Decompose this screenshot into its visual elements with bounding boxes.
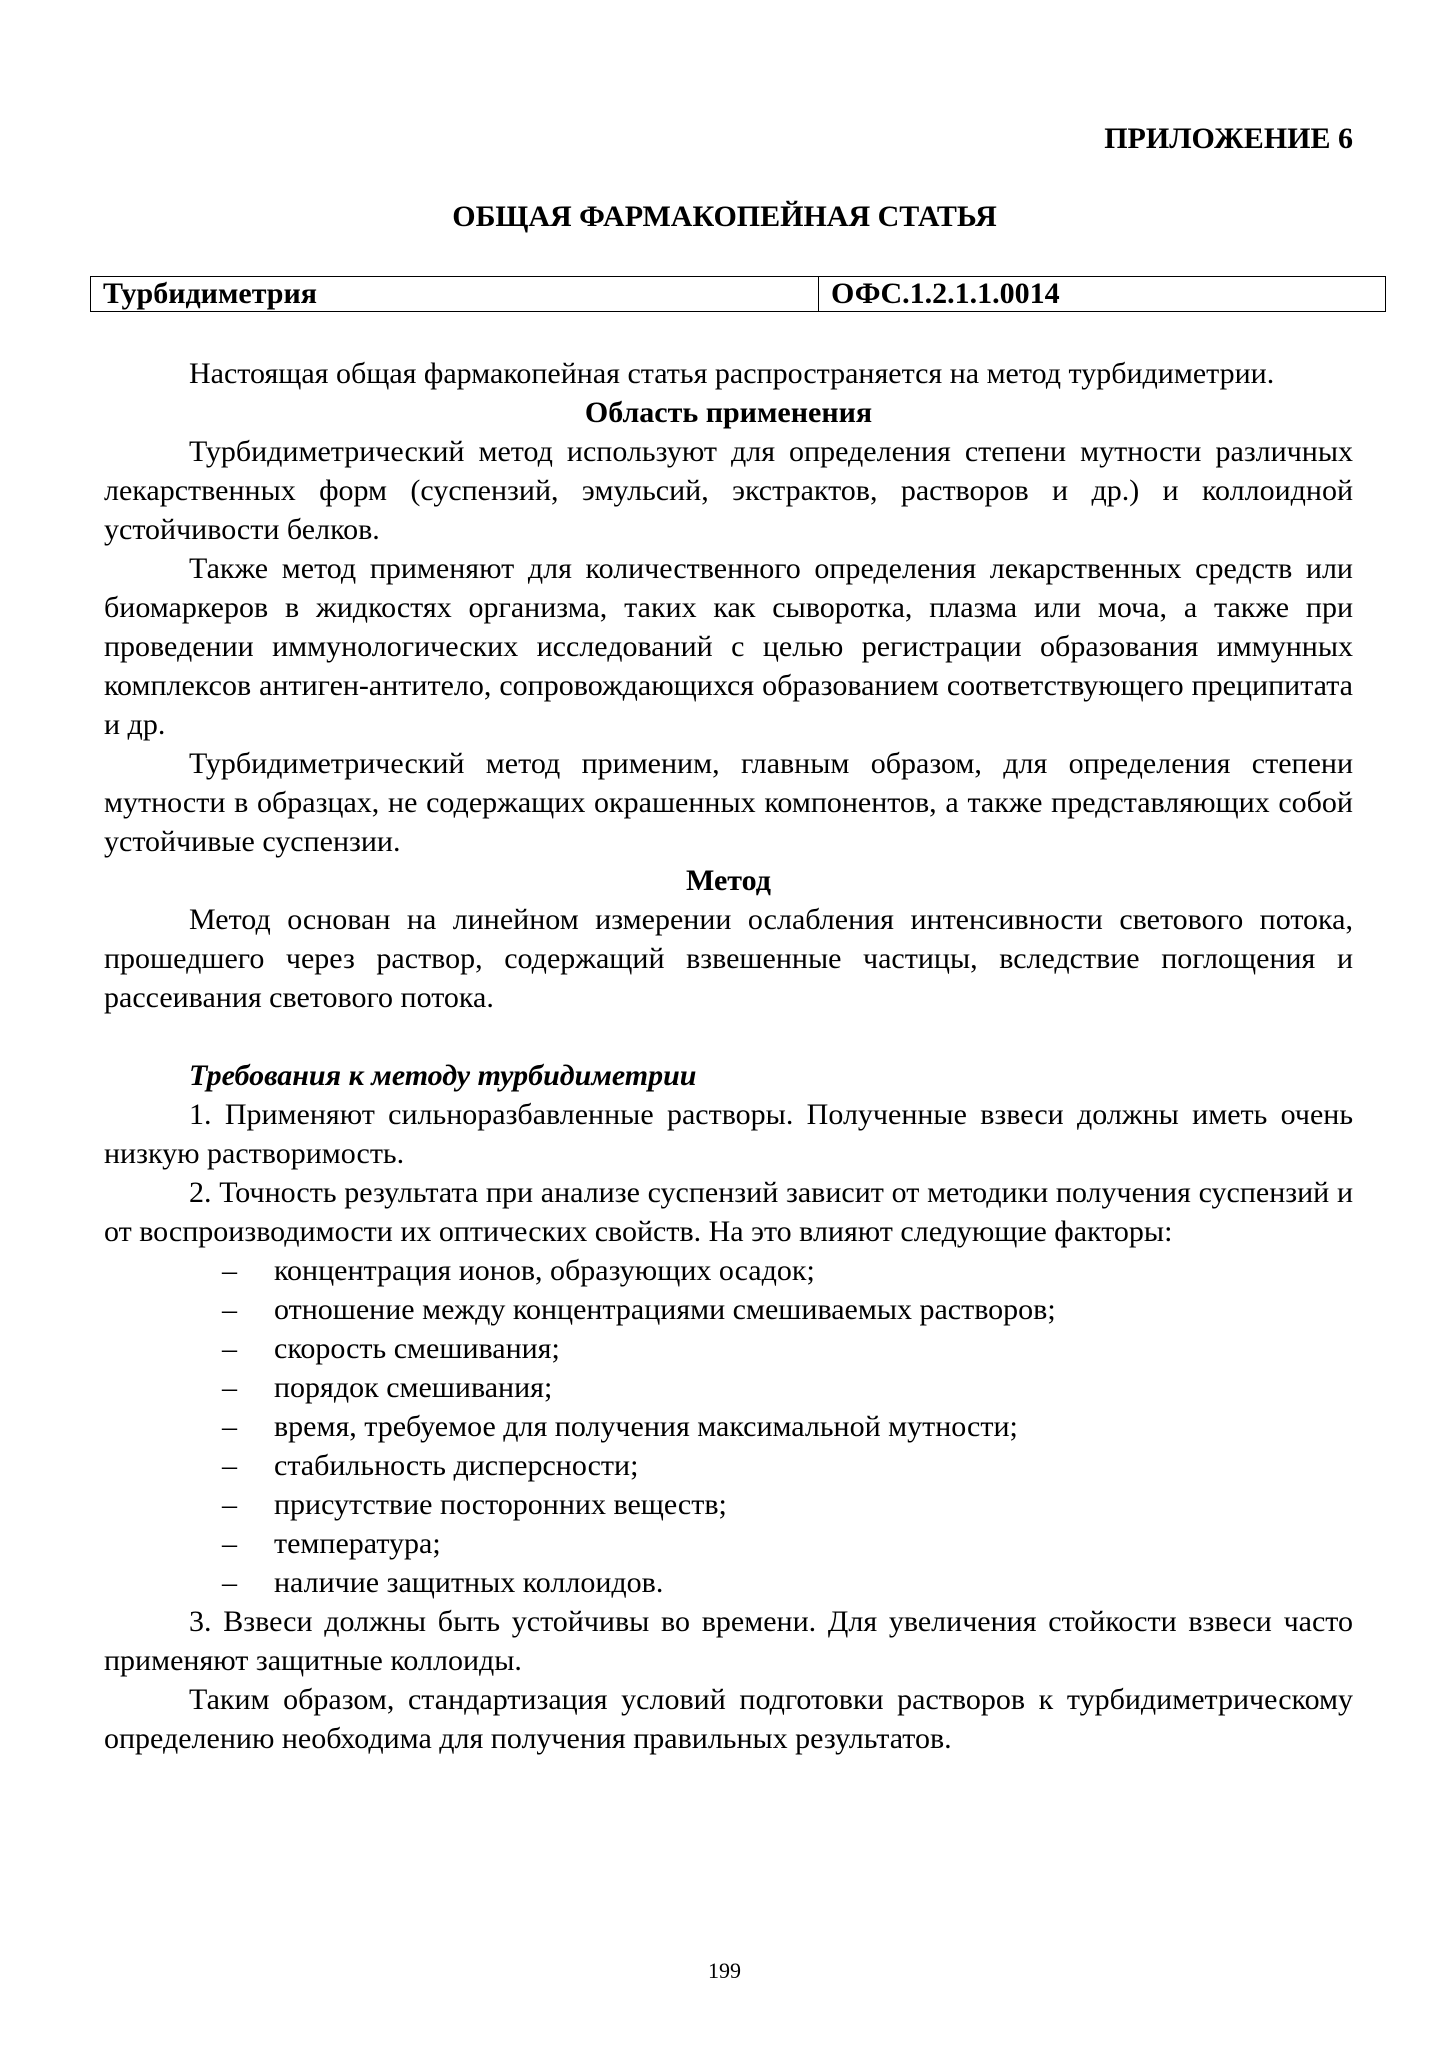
list-item bbox=[104, 1524, 1353, 1563]
dash-bullet: – bbox=[222, 1254, 237, 1287]
method-heading: Метод bbox=[686, 864, 771, 897]
factor-text: стабильность дисперсности; bbox=[274, 1449, 639, 1482]
factor-text: время, требуемое для получения максимальной мутности; bbox=[274, 1410, 1018, 1443]
list-item bbox=[104, 1329, 1353, 1368]
factor-text: присутствие посторонних веществ; bbox=[274, 1488, 727, 1521]
dash-bullet: – bbox=[222, 1410, 237, 1443]
section-spacer bbox=[104, 1017, 1353, 1056]
list-item bbox=[104, 1251, 1353, 1290]
scope-heading: Область применения bbox=[584, 396, 873, 429]
factor-text: скорость смешивания; bbox=[274, 1332, 560, 1365]
document-title: ОБЩАЯ ФАРМАКОПЕЙНАЯ СТАТЬЯ bbox=[452, 200, 997, 233]
dash-bullet: – bbox=[222, 1488, 237, 1521]
factors-list bbox=[104, 1251, 1353, 1602]
requirements-heading: Требования к методу турбидиметрии bbox=[189, 1059, 697, 1092]
list-item bbox=[104, 1368, 1353, 1407]
method-paragraph: Метод основан на линейном измерении ослабления интенсивности светового потока, прошедшего через раствор, содержащий взвешенные частицы, вследствие поглощения и рассеивания светового потока. bbox=[104, 903, 1353, 1014]
factor-text: температура; bbox=[274, 1527, 441, 1560]
dash-bullet: – bbox=[222, 1293, 237, 1326]
appendix-label: ПРИЛОЖЕНИЕ 6 bbox=[1104, 122, 1353, 155]
factor-text: отношение между концентрациями смешиваемых растворов; bbox=[274, 1293, 1056, 1326]
factor-text: наличие защитных коллоидов. bbox=[274, 1566, 664, 1599]
article-name-cell: Турбидиметрия bbox=[91, 277, 819, 311]
dash-bullet: – bbox=[222, 1371, 237, 1404]
requirement-item-3: 3. Взвеси должны быть устойчивы во времени. Для увеличения стойкости взвеси часто применяют защитные коллоиды. bbox=[104, 1605, 1353, 1677]
scope-paragraph-1: Турбидиметрический метод используют для определения степени мутности различных лекарственных форм (суспензий, эмульсий, экстрактов, растворов и др.) и коллоидной устойчивости белков. bbox=[104, 435, 1353, 546]
requirement-item-1: 1. Применяют сильноразбавленные растворы. Полученные взвеси должны иметь очень низкую растворимость. bbox=[104, 1098, 1353, 1170]
scope-paragraph-3: Турбидиметрический метод применим, главным образом, для определения степени мутности в образцах, не содержащих окрашенных компонентов, а также представляющих собой устойчивые суспензии. bbox=[104, 747, 1353, 858]
dash-bullet: – bbox=[222, 1527, 237, 1560]
list-item bbox=[104, 1563, 1353, 1602]
article-code-cell: ОФС.1.2.1.1.0014 bbox=[831, 277, 1060, 310]
requirement-item-2: 2. Точность результата при анализе суспензий зависит от методики получения суспензий и от воспроизводимости их оптических свойств. На это влияют следующие факторы: bbox=[104, 1176, 1353, 1248]
conclusion-paragraph: Таким образом, стандартизация условий подготовки растворов к турбидиметрическому определению необходима для получения правильных результатов. bbox=[104, 1683, 1353, 1755]
scope-paragraph-2: Также метод применяют для количественного определения лекарственных средств или биомаркеров в жидкостях организма, таких как сыворотка, плазма или моча, а также при проведении иммунологических исследований с целью регистрации образования иммунных комплексов антиген-антитело, сопровождающихся образованием соответствующего преципитата и др. bbox=[104, 552, 1353, 741]
list-item bbox=[104, 1446, 1353, 1485]
dash-bullet: – bbox=[222, 1449, 237, 1482]
list-item bbox=[104, 1290, 1353, 1329]
list-item bbox=[104, 1407, 1353, 1446]
factor-text: порядок смешивания; bbox=[274, 1371, 553, 1404]
article-body bbox=[104, 354, 1353, 1758]
factor-text: концентрация ионов, образующих осадок; bbox=[274, 1254, 815, 1287]
dash-bullet: – bbox=[222, 1566, 237, 1599]
article-header-table bbox=[90, 276, 1386, 312]
intro-paragraph: Настоящая общая фармакопейная статья распространяется на метод турбидиметрии. bbox=[189, 357, 1275, 390]
dash-bullet: – bbox=[222, 1332, 237, 1365]
list-item bbox=[104, 1485, 1353, 1524]
page-number: 199 bbox=[708, 1958, 741, 1983]
